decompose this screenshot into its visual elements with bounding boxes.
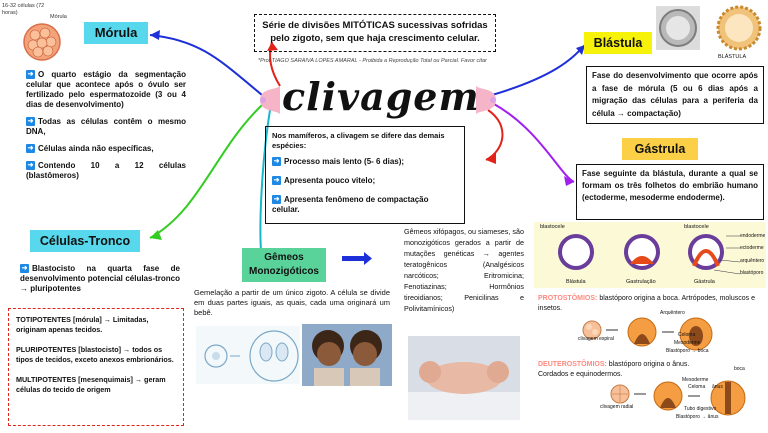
proto-label-celoma: Celoma bbox=[678, 332, 696, 338]
protostomios-text: PROTOSTÔMIOS: blastóporo origina a boca. Artrópodes, moluscos e insetos. bbox=[538, 295, 755, 312]
morula-cell-count: 16-32 células (72 horas) bbox=[2, 3, 45, 16]
morula-item: ➜ O quarto estágio da segmentação celular que acontece após o óvulo ser fertilizado pelo espermatozoide (3 ou 4 dias de desenvolvimento) bbox=[26, 70, 186, 109]
label-ectoderme: ectoderme bbox=[740, 245, 764, 251]
gemeos-desc: Gemelação a partir de um único zigoto. A célula se divide em duas partes iguais, as quais, cada uma originará um bebê. bbox=[194, 288, 390, 317]
morula-image bbox=[22, 22, 62, 62]
siamese-text: Gêmeos xifópagos, ou siameses, são monozigóticos gerados a partir de mutações genéticas → agentes teratogênicos (Analgésicos narcóticos; Eritromicina; Fenotiazinas; Hormônios tireoidianos; Penicilinas e Polivitamínicos) bbox=[404, 227, 524, 313]
morula-image-label: Mórula bbox=[50, 14, 67, 20]
deutero-label-radial: clivagem radial bbox=[600, 404, 634, 410]
blastula-title: Blástula bbox=[584, 32, 652, 54]
morula-item: ➜ Células ainda não específicas, bbox=[27, 144, 154, 153]
pluripotentes-text: PLURIPOTENTES [blastocisto] → todos os tipos de tecidos, exceto anexos embrionários. bbox=[16, 345, 174, 364]
tronco-item: ➜ Blastocisto na quarta fase de desenvolvimento potencial células-tronco → pluripotentes bbox=[20, 264, 180, 293]
mammal-box bbox=[265, 126, 465, 224]
label-gastrula: Gástrula bbox=[694, 279, 715, 285]
deuterostomios-word: DEUTEROSTÔMIOS: bbox=[538, 361, 607, 368]
credit-text: *Prof TIAGO SARAIVA LOPES AMARAL - Proibida a Reprodução Total ou Parcial. Favor citar bbox=[258, 58, 487, 64]
deutero-label-boca: boca bbox=[734, 366, 745, 372]
proto-label-blastoporo: Blastóporo → boca bbox=[666, 348, 709, 354]
deutero-label-blastoporo: Blastóporo → ânus bbox=[676, 414, 719, 420]
arrow-right-icon: ➜ bbox=[27, 162, 34, 170]
deutero-label-mesoderme: Mesoderme bbox=[682, 377, 709, 383]
label-arquentero: arquêntero bbox=[740, 258, 765, 264]
arrow-right-icon: ➜ bbox=[27, 145, 34, 153]
blastula-box bbox=[586, 66, 764, 124]
deutero-label-tubo: Tubo digestivo bbox=[684, 406, 717, 412]
mammal-item: ➜ Apresenta fenômeno de compactação celular. bbox=[272, 195, 429, 214]
label-blastocele-2: blastocele bbox=[684, 224, 709, 230]
protostomios-word: PROTOSTÔMIOS: bbox=[538, 295, 598, 302]
arrow-right-icon: ➜ bbox=[273, 158, 280, 166]
arrow-right-icon: ➜ bbox=[273, 196, 280, 204]
deutero-label-anus: ânus bbox=[712, 384, 723, 390]
deuterostomios-text: DEUTEROSTÔMIOS: blastóporo origina o ânus. Cordados e equinodermos. bbox=[538, 361, 690, 378]
mammal-item: ➜ Apresenta pouco vitelo; bbox=[273, 176, 376, 185]
top-note-box bbox=[254, 14, 496, 52]
mammal-intro: Nos mamíferos, a clivagem se difere das demais espécies: bbox=[272, 131, 445, 150]
blastula-desc: Fase do desenvolvimento que ocorre após a fase de mórula (5 ou 6 dias após a migração das células para a periferia da célula → compactação) bbox=[592, 71, 758, 118]
totipotentes-text: TOTIPOTENTES [mórula] → Limitadas, originam apenas tecidos. bbox=[16, 315, 149, 334]
center-title: clivagem bbox=[282, 74, 480, 119]
gastrula-desc: Fase seguinte da blástula, durante a qual se formam os três folhetos do embrião humano (ectoderme, mesoderme endoderme). bbox=[582, 169, 758, 202]
arrow-right-icon: ➜ bbox=[27, 118, 34, 126]
arrow-right-icon: ➜ bbox=[273, 177, 280, 185]
blastula-image-label: BLÁSTULA bbox=[718, 54, 747, 60]
twin-embryo-diagram bbox=[196, 326, 300, 384]
proto-label-espiral: clivagem espiral bbox=[578, 336, 614, 342]
arrow-right-icon: ➜ bbox=[21, 265, 28, 273]
deutero-label-celoma: Celoma bbox=[688, 384, 706, 390]
gemeos-title: Gêmeos Monozigóticos bbox=[242, 248, 326, 282]
arrow-right-icon: ➜ bbox=[27, 71, 34, 79]
label-blastoporo: blastóporo bbox=[740, 270, 764, 276]
label-endoderme: endoderme bbox=[740, 233, 766, 239]
blastula-photo bbox=[656, 6, 700, 50]
siamese-twins-photo bbox=[408, 336, 520, 420]
proto-label-mesoderme: Mesoderme bbox=[674, 340, 701, 346]
label-blastula: Blástula bbox=[566, 279, 586, 285]
gastrula-title: Gástrula bbox=[622, 138, 698, 160]
gastrula-box bbox=[576, 164, 764, 220]
proto-label-arquentero: Arquêntero bbox=[660, 310, 685, 316]
morula-item: ➜ Contendo 10 a 12 células (blastômeros) bbox=[26, 161, 186, 180]
morula-title: Mórula bbox=[84, 22, 148, 44]
morula-list bbox=[26, 70, 186, 181]
top-note-text: Série de divisões MITÓTICAS sucessivas sofridas pelo zigoto, sem que haja crescimento celular. bbox=[262, 20, 488, 44]
morula-item: ➜ Todas as células contêm o mesmo DNA, bbox=[26, 117, 186, 136]
twins-photo bbox=[302, 324, 392, 386]
label-blastocele-1: blastocele bbox=[540, 224, 565, 230]
label-gastrulacao: Gastrulação bbox=[626, 279, 656, 285]
tronco-title: Células-Tronco bbox=[30, 230, 140, 252]
mammal-item: ➜ Processo mais lento (5- 6 dias); bbox=[273, 157, 405, 166]
blastula-illustration bbox=[714, 4, 764, 52]
multipotentes-text: MULTIPOTENTES [mesenquimais] → geram células do tecido de origem bbox=[16, 375, 166, 394]
tronco-types-box bbox=[8, 308, 184, 426]
